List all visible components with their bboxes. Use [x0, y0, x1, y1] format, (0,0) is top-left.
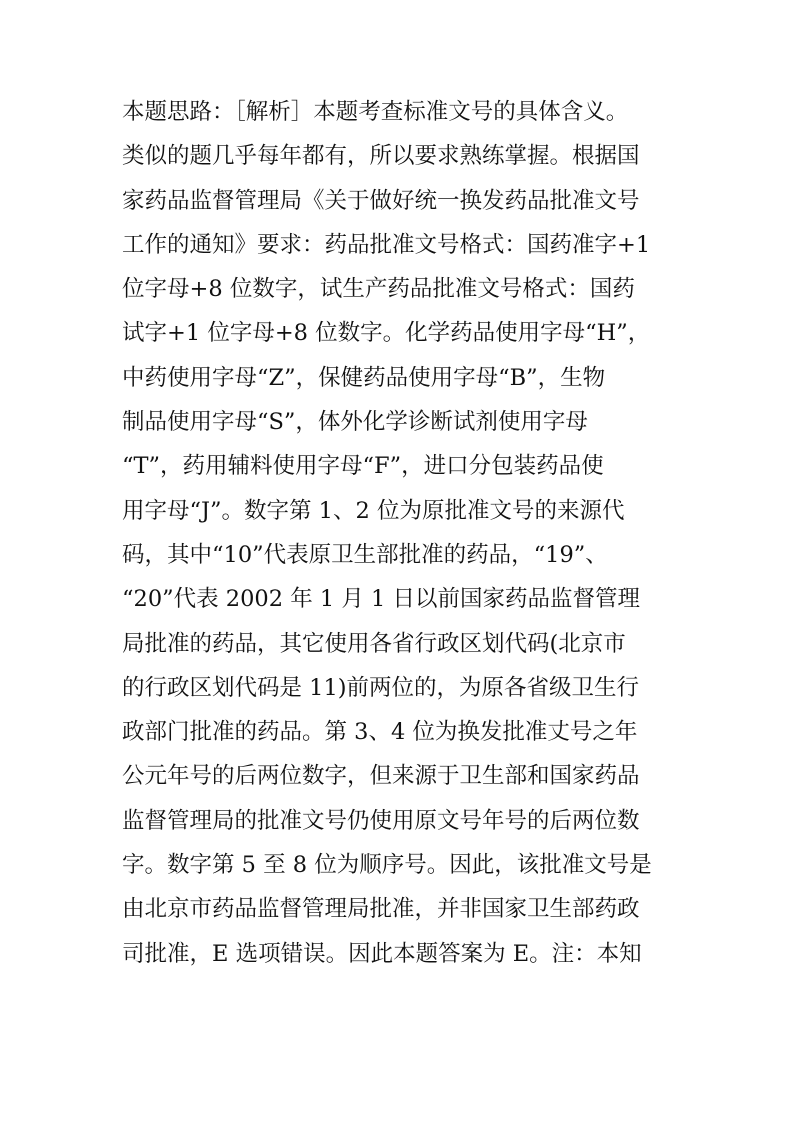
paragraph-line: 制品使用字母“S”，体外化学诊断试剂使用字母 — [122, 409, 588, 436]
paragraph-line: 司批准，E 选项错误。因此本题答案为 E。注：本知 — [122, 940, 642, 967]
body-paragraph — [122, 90, 682, 976]
paragraph-line: 由北京市药品监督管理局批准，并非国家卫生部药政 — [122, 896, 640, 923]
paragraph-line: 中药使用字母“Z”，保健药品使用字母“B”，生物 — [122, 364, 606, 391]
paragraph-line: 家药品监督管理局《关于做好统一换发药品批准文号 — [122, 187, 640, 214]
paragraph-line: 局批准的药品，其它使用各省行政区划代码(北京市 — [122, 630, 626, 657]
paragraph-line: “T”，药用辅料使用字母“F”，进口分包装药品使 — [122, 453, 604, 480]
paragraph-line: 的行政区划代码是 11)前两位的，为原各省级卫生行 — [122, 674, 640, 701]
paragraph-line: “20”代表 2002 年 1 月 1 日以前国家药品监督管理 — [122, 586, 640, 613]
paragraph-line: 试字+1 位字母+8 位数字。化学药品使用字母“H”， — [122, 320, 651, 347]
paragraph-line: 本题思路：［解析］本题考查标准文号的具体含义。 — [122, 99, 629, 125]
paragraph-line: 位字母+8 位数字，试生产药品批准文号格式：国药 — [122, 276, 635, 303]
paragraph-line: 用字母“J”。数字第 1、2 位为原批准文号的来源代 — [122, 497, 625, 524]
paragraph-line: 类似的题几乎每年都有，所以要求熟练掌握。根据国 — [122, 143, 640, 170]
paragraph-line: 监督管理局的批准文号仍使用原文号年号的后两位数 — [122, 807, 640, 834]
paragraph-line: 字。数字第 5 至 8 位为顺序号。因此，该批准文号是 — [122, 852, 652, 879]
paragraph-line: 政部门批准的药品。第 3、4 位为换发批准丈号之年 — [122, 719, 638, 746]
paragraph-line: 码，其中“10”代表原卫生部批准的药品，“19”、 — [122, 541, 608, 568]
paragraph-line: 工作的通知》要求：药品批准文号格式：国药准字+1 — [122, 231, 651, 258]
paragraph-line: 公元年号的后两位数字，但来源于卫生部和国家药品 — [122, 763, 640, 790]
